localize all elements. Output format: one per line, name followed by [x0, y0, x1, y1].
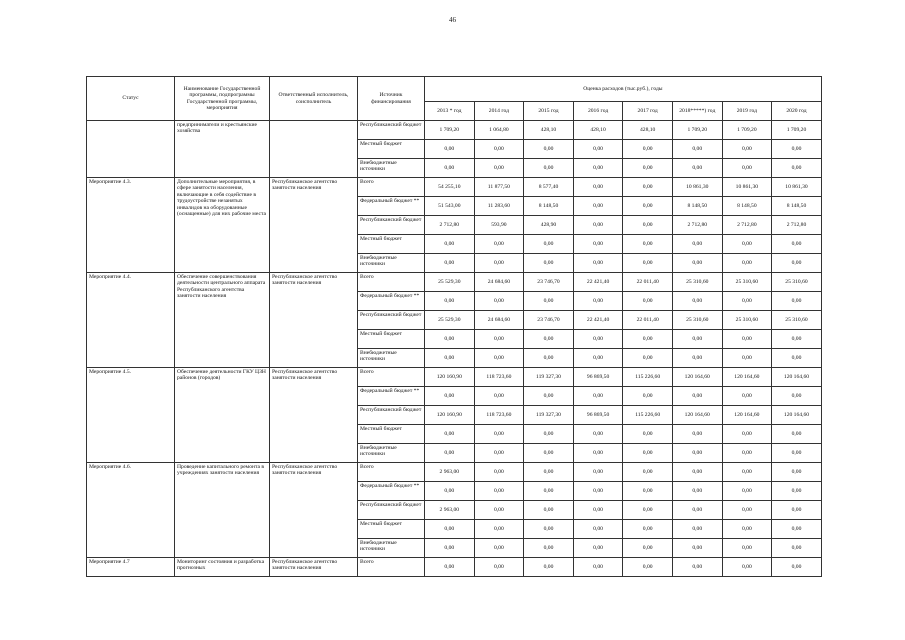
row-status: Мероприятие 4.3. [87, 178, 175, 273]
table-row [87, 178, 822, 197]
row-value: 119 327,30 [524, 368, 574, 387]
row-value: 0,00 [623, 444, 673, 463]
row-value: 25 310,60 [772, 311, 822, 330]
row-value: 22 011,40 [623, 273, 673, 292]
row-value: 0,00 [474, 558, 524, 577]
row-value: 25 310,60 [672, 311, 722, 330]
table-body [87, 121, 822, 577]
row-value: 22 011,40 [623, 311, 673, 330]
row-source: Внебюджетные источники [358, 254, 425, 273]
row-name: Дополнительные мероприятия, в сфере занятости населения, включающие в себя содействие в трудоустройстве незанятых инвалидов на оборудованные (оснащенные) для них рабочие места [175, 178, 270, 273]
row-value: 0,00 [722, 254, 772, 273]
row-value: 0,00 [474, 140, 524, 159]
row-value: 0,00 [524, 520, 574, 539]
row-value: 2 963,00 [425, 501, 475, 520]
row-value: 0,00 [672, 520, 722, 539]
row-value: 0,00 [623, 425, 673, 444]
row-value: 23 746,70 [524, 311, 574, 330]
row-value: 0,00 [474, 235, 524, 254]
row-value: 120 164,60 [672, 368, 722, 387]
row-value: 0,00 [474, 482, 524, 501]
row-value: 2 712,80 [425, 216, 475, 235]
row-executor: Республиканское агентство занятости населения [270, 463, 358, 558]
row-value: 0,00 [573, 178, 623, 197]
row-value: 0,00 [474, 463, 524, 482]
row-value: 0,00 [722, 520, 772, 539]
row-value: 0,00 [425, 425, 475, 444]
row-value: 0,00 [573, 425, 623, 444]
row-source: Федеральный бюджет ** [358, 197, 425, 216]
row-value: 0,00 [524, 159, 574, 178]
row-value: 0,00 [425, 558, 475, 577]
row-value: 0,00 [672, 425, 722, 444]
row-value: 25 310,60 [722, 311, 772, 330]
row-value: 0,00 [672, 349, 722, 368]
row-value: 115 226,60 [623, 406, 673, 425]
row-name: предприниматели и крестьянские хозяйства [175, 121, 270, 178]
row-source: Республиканский бюджет [358, 121, 425, 140]
row-value: 0,00 [425, 482, 475, 501]
row-value: 54 255,10 [425, 178, 475, 197]
row-value: 0,00 [772, 463, 822, 482]
row-value: 0,00 [772, 292, 822, 311]
row-value: 0,00 [623, 349, 673, 368]
row-value: 120 160,90 [425, 368, 475, 387]
row-value: 8 148,50 [722, 197, 772, 216]
row-value: 593,90 [474, 216, 524, 235]
row-status: Мероприятие 4.5. [87, 368, 175, 463]
row-value: 0,00 [672, 387, 722, 406]
row-value: 0,00 [425, 159, 475, 178]
row-value: 0,00 [623, 216, 673, 235]
row-value: 22 421,40 [573, 311, 623, 330]
row-value: 0,00 [425, 349, 475, 368]
row-value: 23 746,70 [524, 273, 574, 292]
row-value: 51 543,00 [425, 197, 475, 216]
row-value: 10 861,30 [672, 178, 722, 197]
row-value: 0,00 [573, 292, 623, 311]
row-value: 1 709,20 [722, 121, 772, 140]
row-value: 0,00 [672, 140, 722, 159]
row-value: 0,00 [425, 387, 475, 406]
row-value: 8 148,50 [772, 197, 822, 216]
row-value: 0,00 [772, 520, 822, 539]
row-source: Республиканский бюджет [358, 501, 425, 520]
row-value: 0,00 [524, 444, 574, 463]
row-value: 0,00 [474, 501, 524, 520]
row-source: Республиканский бюджет [358, 216, 425, 235]
row-value: 120 164,60 [672, 406, 722, 425]
row-value: 0,00 [722, 140, 772, 159]
row-value: 0,00 [623, 159, 673, 178]
row-value: 0,00 [722, 330, 772, 349]
row-value: 0,00 [623, 140, 673, 159]
row-value: 0,00 [524, 539, 574, 558]
row-value: 0,00 [524, 140, 574, 159]
row-value: 0,00 [722, 387, 772, 406]
row-value: 0,00 [772, 254, 822, 273]
expenditure-table [86, 76, 822, 577]
row-value: 96 869,50 [573, 368, 623, 387]
row-value: 24 684,60 [474, 311, 524, 330]
row-value: 0,00 [474, 254, 524, 273]
table-row [87, 463, 822, 482]
table-row [87, 121, 822, 140]
row-value: 0,00 [772, 349, 822, 368]
row-value: 0,00 [474, 387, 524, 406]
row-value: 0,00 [623, 292, 673, 311]
row-source: Местный бюджет [358, 235, 425, 254]
row-value: 0,00 [722, 425, 772, 444]
row-value: 0,00 [573, 482, 623, 501]
row-value: 0,00 [772, 444, 822, 463]
row-value: 10 861,30 [772, 178, 822, 197]
row-value: 8 148,50 [524, 197, 574, 216]
row-source: Внебюджетные источники [358, 444, 425, 463]
row-value: 25 310,60 [672, 273, 722, 292]
row-value: 22 421,40 [573, 273, 623, 292]
header-year: 2016 год [573, 102, 623, 121]
row-value: 0,00 [623, 501, 673, 520]
row-value: 0,00 [672, 292, 722, 311]
row-value: 0,00 [474, 520, 524, 539]
row-value: 0,00 [524, 254, 574, 273]
row-value: 0,00 [623, 330, 673, 349]
row-value: 96 869,50 [573, 406, 623, 425]
row-value: 120 164,60 [772, 406, 822, 425]
row-value: 0,00 [772, 501, 822, 520]
row-value: 24 684,60 [474, 273, 524, 292]
row-value: 1 709,20 [425, 121, 475, 140]
row-value: 8 148,50 [672, 197, 722, 216]
row-value: 0,00 [623, 387, 673, 406]
row-value: 0,00 [524, 501, 574, 520]
header-executor: Ответственный исполнитель, соисполнитель [270, 77, 358, 121]
row-value: 0,00 [772, 539, 822, 558]
row-value: 0,00 [672, 235, 722, 254]
row-value: 0,00 [722, 539, 772, 558]
row-value: 2 963,00 [425, 463, 475, 482]
row-value: 0,00 [474, 159, 524, 178]
header-name: Наименование Государственной программы, подпрограммы Государственной программы, мероприятия [175, 77, 270, 121]
row-value: 0,00 [474, 539, 524, 558]
row-value: 2 712,80 [722, 216, 772, 235]
row-value: 0,00 [623, 463, 673, 482]
row-value: 0,00 [722, 444, 772, 463]
row-value: 0,00 [672, 539, 722, 558]
row-value: 120 164,60 [722, 406, 772, 425]
row-value: 0,00 [524, 387, 574, 406]
row-value: 0,00 [573, 539, 623, 558]
row-value: 428,10 [524, 121, 574, 140]
row-executor: Республиканское агентство занятости населения [270, 273, 358, 368]
row-value: 0,00 [772, 235, 822, 254]
row-source: Местный бюджет [358, 330, 425, 349]
row-value: 0,00 [474, 292, 524, 311]
row-value: 0,00 [474, 349, 524, 368]
row-value: 0,00 [672, 482, 722, 501]
row-value: 0,00 [623, 558, 673, 577]
row-value: 0,00 [524, 330, 574, 349]
row-value: 0,00 [722, 349, 772, 368]
row-value: 0,00 [573, 216, 623, 235]
row-value: 0,00 [623, 178, 673, 197]
row-value: 0,00 [474, 425, 524, 444]
table-row [87, 273, 822, 292]
row-value: 0,00 [573, 330, 623, 349]
row-value: 0,00 [722, 159, 772, 178]
row-value: 0,00 [722, 463, 772, 482]
row-value: 0,00 [772, 425, 822, 444]
row-value: 8 577,40 [524, 178, 574, 197]
row-value: 0,00 [474, 330, 524, 349]
row-value: 0,00 [524, 482, 574, 501]
row-value: 0,00 [573, 197, 623, 216]
row-source: Республиканский бюджет [358, 406, 425, 425]
row-source: Всего [358, 463, 425, 482]
row-status: Мероприятие 4.6. [87, 463, 175, 558]
row-value: 428,90 [524, 216, 574, 235]
row-value: 0,00 [573, 558, 623, 577]
row-name: Мониторинг состояния и разработка прогнозных [175, 558, 270, 577]
row-value: 0,00 [425, 140, 475, 159]
row-source: Всего [358, 558, 425, 577]
row-value: 0,00 [425, 330, 475, 349]
header-year: 2014 год [474, 102, 524, 121]
header-status: Статус [87, 77, 175, 121]
row-source: Местный бюджет [358, 425, 425, 444]
row-value: 0,00 [573, 520, 623, 539]
row-value: 0,00 [722, 235, 772, 254]
table-row [87, 368, 822, 387]
header-year: 2015 год [524, 102, 574, 121]
row-status: Мероприятие 4.4. [87, 273, 175, 368]
row-value: 0,00 [573, 140, 623, 159]
row-value: 0,00 [772, 387, 822, 406]
row-value: 0,00 [672, 501, 722, 520]
row-value: 0,00 [672, 463, 722, 482]
row-value: 0,00 [722, 558, 772, 577]
row-value: 0,00 [524, 349, 574, 368]
row-executor: Республиканское агентство занятости населения [270, 558, 358, 577]
row-value: 0,00 [573, 349, 623, 368]
row-value: 0,00 [722, 292, 772, 311]
row-name: Проведение капитального ремонта в учреждениях занятости населения [175, 463, 270, 558]
row-value: 0,00 [772, 159, 822, 178]
row-value: 0,00 [524, 425, 574, 444]
row-executor: Республиканское агентство занятости населения [270, 178, 358, 273]
row-value: 0,00 [425, 292, 475, 311]
row-value: 0,00 [524, 558, 574, 577]
row-value: 10 861,30 [722, 178, 772, 197]
row-value: 0,00 [474, 444, 524, 463]
row-source: Всего [358, 273, 425, 292]
row-value: 0,00 [425, 520, 475, 539]
row-value: 25 529,30 [425, 273, 475, 292]
row-value: 1 709,20 [772, 121, 822, 140]
row-value: 0,00 [524, 235, 574, 254]
row-value: 0,00 [524, 292, 574, 311]
header-year: 2019 год [722, 102, 772, 121]
row-value: 25 529,30 [425, 311, 475, 330]
row-value: 0,00 [425, 444, 475, 463]
row-source: Внебюджетные источники [358, 349, 425, 368]
row-value: 2 712,80 [772, 216, 822, 235]
row-value: 120 164,60 [722, 368, 772, 387]
row-value: 25 310,60 [722, 273, 772, 292]
row-source: Местный бюджет [358, 140, 425, 159]
row-value: 0,00 [722, 482, 772, 501]
row-value: 0,00 [623, 197, 673, 216]
row-value: 0,00 [772, 140, 822, 159]
header-source: Источник финансирования [358, 77, 425, 121]
row-value: 428,10 [573, 121, 623, 140]
header-year: 2018*****) год [672, 102, 722, 121]
row-value: 0,00 [425, 235, 475, 254]
row-source: Внебюджетные источники [358, 539, 425, 558]
row-source: Внебюджетные источники [358, 159, 425, 178]
row-name: Обеспечение совершенствования деятельности центрального аппарата Республиканского агентства занятости населения [175, 273, 270, 368]
row-value: 0,00 [772, 330, 822, 349]
row-value: 115 226,60 [623, 368, 673, 387]
row-value: 0,00 [672, 444, 722, 463]
row-value: 0,00 [573, 463, 623, 482]
row-source: Федеральный бюджет ** [358, 387, 425, 406]
row-value: 120 164,60 [772, 368, 822, 387]
table-row [87, 558, 822, 577]
header-year: 2017 год [623, 102, 673, 121]
row-value: 0,00 [623, 235, 673, 254]
header-year: 2020 год [772, 102, 822, 121]
row-value: 0,00 [672, 254, 722, 273]
page-number: 46 [449, 16, 456, 24]
row-value: 0,00 [425, 539, 475, 558]
row-value: 0,00 [672, 330, 722, 349]
row-value: 0,00 [623, 254, 673, 273]
row-value: 0,00 [772, 482, 822, 501]
header-year: 2013 * год [425, 102, 475, 121]
row-value: 0,00 [573, 387, 623, 406]
row-value: 0,00 [623, 539, 673, 558]
row-source: Республиканский бюджет [358, 311, 425, 330]
row-value: 118 723,60 [474, 406, 524, 425]
row-value: 0,00 [573, 235, 623, 254]
row-value: 0,00 [672, 159, 722, 178]
row-value: 2 712,80 [672, 216, 722, 235]
row-value: 1 709,20 [672, 121, 722, 140]
row-value: 0,00 [573, 254, 623, 273]
row-value: 0,00 [672, 558, 722, 577]
row-source: Местный бюджет [358, 520, 425, 539]
row-status: Мероприятие 4.7 [87, 558, 175, 577]
row-value: 0,00 [772, 558, 822, 577]
row-value: 25 310,60 [772, 273, 822, 292]
row-value: 118 723,60 [474, 368, 524, 387]
row-source: Федеральный бюджет ** [358, 482, 425, 501]
row-value: 1 064,80 [474, 121, 524, 140]
row-value: 119 327,30 [524, 406, 574, 425]
row-value: 0,00 [573, 501, 623, 520]
row-value: 120 160,90 [425, 406, 475, 425]
row-value: 428,10 [623, 121, 673, 140]
row-value: 0,00 [722, 501, 772, 520]
row-value: 11 283,60 [474, 197, 524, 216]
row-value: 0,00 [425, 254, 475, 273]
row-value: 0,00 [623, 520, 673, 539]
row-value: 0,00 [623, 482, 673, 501]
row-executor [270, 121, 358, 178]
row-source: Всего [358, 368, 425, 387]
row-value: 0,00 [573, 444, 623, 463]
row-value: 11 877,50 [474, 178, 524, 197]
row-source: Федеральный бюджет ** [358, 292, 425, 311]
row-name: Обеспечение деятельности ГКУ ЦЗН районов (городов) [175, 368, 270, 463]
row-status [87, 121, 175, 178]
row-value: 0,00 [524, 463, 574, 482]
row-source: Всего [358, 178, 425, 197]
header-estimate: Оценка расходов (тыс.руб.), годы [425, 77, 822, 102]
row-executor: Республиканское агентство занятости населения [270, 368, 358, 463]
row-value: 0,00 [573, 159, 623, 178]
